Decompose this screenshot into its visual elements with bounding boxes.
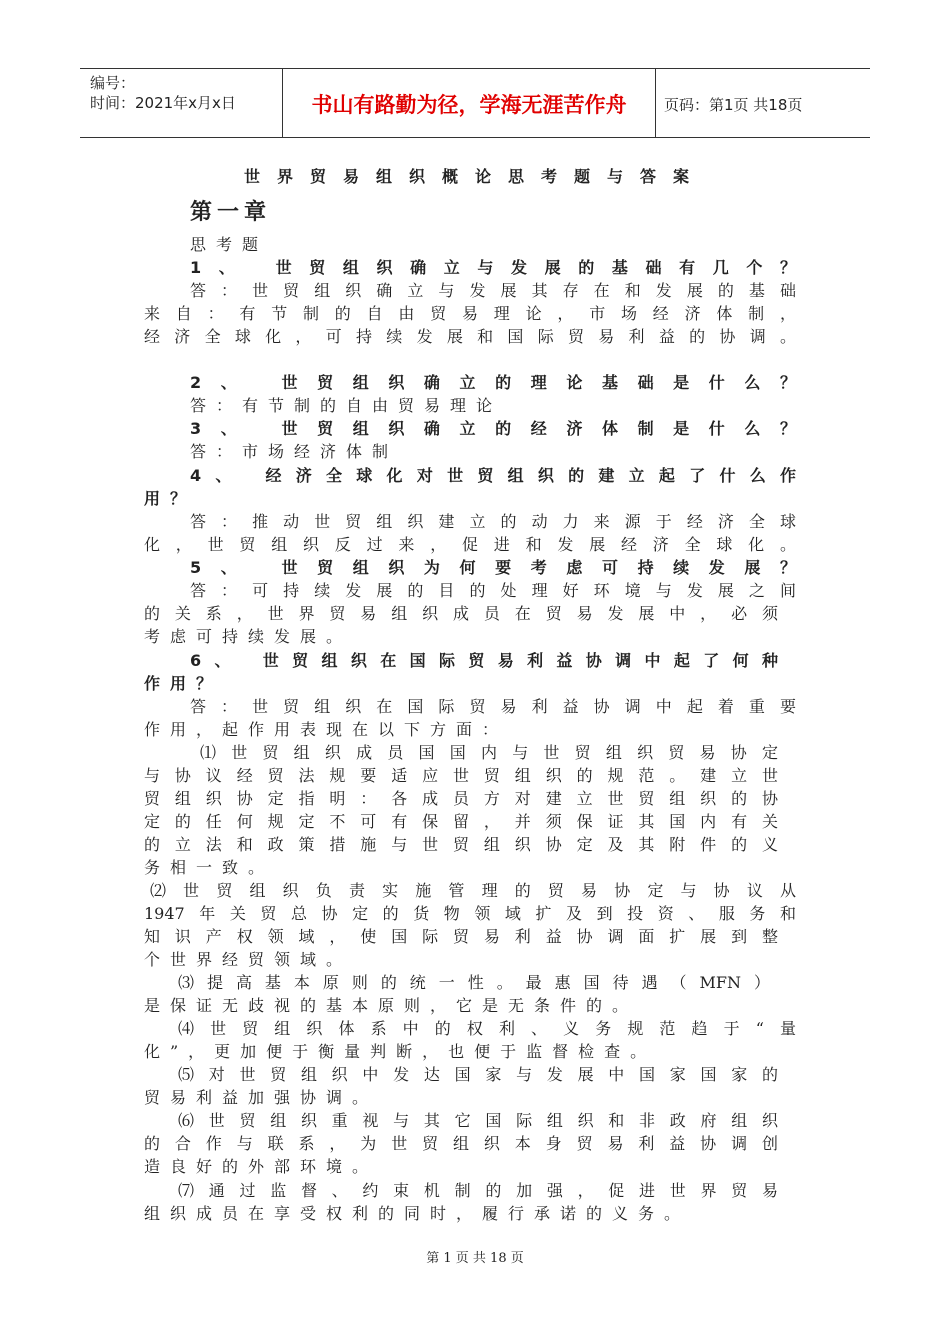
body-line: 1、 世贸组织确立与发展的基础有几个？ [190, 258, 796, 277]
body-line: 化，世贸组织反过来，促进和发展经济全球化。 [144, 535, 796, 554]
body-line: 的关系，世界贸易组织成员在贸易发展中，必须 [144, 604, 778, 623]
body-line: 造良好的外部环境。 [144, 1157, 379, 1176]
body-line: 3、 世贸组织确立的经济体制是什么？ [190, 419, 796, 438]
header-table [80, 68, 870, 138]
body-line: 答：可持续发展的目的处理好环境与发展之间 [190, 581, 796, 600]
body-line: 答：推动世贸组织建立的动力来源于经济全球 [190, 512, 796, 531]
number-label: 编号： [90, 74, 136, 92]
body-line: 2、 世贸组织确立的理论基础是什么？ [190, 373, 796, 392]
body-line: 务相一致。 [144, 858, 275, 877]
body-line: ⑺通过监督、约束机制的加强，促进世界贸易 [178, 1181, 778, 1200]
body-line: 答：有节制的自由贸易理论 [190, 396, 503, 415]
body-line: 思考题 [190, 235, 269, 254]
body-line: 考虑可持续发展。 [144, 627, 353, 646]
body-line: 答：市场经济体制 [190, 442, 399, 461]
motto: 书山有路勤为径，学海无涯苦作舟 [311, 93, 627, 117]
chapter-heading: 第一章 [190, 200, 272, 225]
body-line: ⑹世贸组织重视与其它国际组织和非政府组织 [178, 1111, 778, 1130]
body-line: ⑷世贸组织体系中的权利、义务规范趋于“量 [178, 1019, 796, 1038]
page-info: 页码：第1页 共18页 [664, 96, 803, 114]
header-left-cell [80, 69, 283, 137]
time-label: 时间：2021年x月x日 [90, 94, 236, 112]
page-footer: 第 1 页 共 18 页 [426, 1251, 524, 1266]
body-line: 是保证无歧视的基本原则，它是无条件的。 [144, 996, 639, 1015]
header-page-cell [656, 69, 870, 137]
body-line: ⑸对世贸组织中发达国家与发展中国家国家的 [178, 1065, 778, 1084]
body-line: 组织成员在享受权利的同时，履行承诺的义务。 [144, 1204, 691, 1223]
body-line: 的立法和政策措施与世贸组织协定及其附件的义 [144, 835, 778, 854]
body-line: 的合作与联系，为世贸组织本身贸易利益协调创 [144, 1134, 778, 1153]
body-line: 来自：有节制的自由贸易理论，市场经济体制， [144, 304, 796, 323]
body-line: 贸组织协定指明：各成员方对建立世贸组织的协 [144, 789, 778, 808]
body-line: 答：世贸组织在国际贸易利益协调中起着重要 [190, 697, 796, 716]
body-line: 个世界经贸领域。 [144, 950, 353, 969]
body-line: 作用？ [144, 674, 223, 693]
body-line: 定的任何规定不可有保留，并须保证其国内有关 [144, 812, 778, 831]
body-line: 贸易利益加强协调。 [144, 1088, 379, 1107]
body-line: 化”，更加便于衡量判断，也便于监督检查。 [144, 1042, 657, 1061]
header-motto-cell [283, 69, 656, 137]
body-line: 作用，起作用表现在以下方面： [144, 720, 509, 739]
body-line: ⑴世贸组织成员国国内与世贸组织贸易协定 [200, 743, 778, 762]
body-line: ⑶提高基本原则的统一性。最惠国待遇（MFN） [178, 973, 770, 992]
body-line: 与协议经贸法规要适应世贸组织的规范。建立世 [144, 766, 778, 785]
body-line: 答：世贸组织确立与发展其存在和发展的基础 [190, 281, 796, 300]
body-line: 4、 经济全球化对世贸组织的建立起了什么作 [190, 466, 796, 485]
body-line: 6、 世贸组织在国际贸易利益协调中起了何种 [190, 651, 778, 670]
body-line: 经济全球化，可持续发展和国际贸易利益的协调。 [144, 327, 796, 346]
body-line: ⑵世贸组织负责实施管理的贸易协定与协议从 [150, 881, 796, 900]
body-line: 知识产权领域，使国际贸易利益协调面扩展到整 [144, 927, 778, 946]
doc-title: 世界贸易组织概论思考题与答案 [243, 167, 706, 186]
body-line: 5、 世贸组织为何要考虑可持续发展？ [190, 558, 796, 577]
body-line: 1947年关贸总协定的货物领域扩及到投资、服务和 [144, 904, 796, 923]
body-line: 用？ [144, 489, 197, 508]
